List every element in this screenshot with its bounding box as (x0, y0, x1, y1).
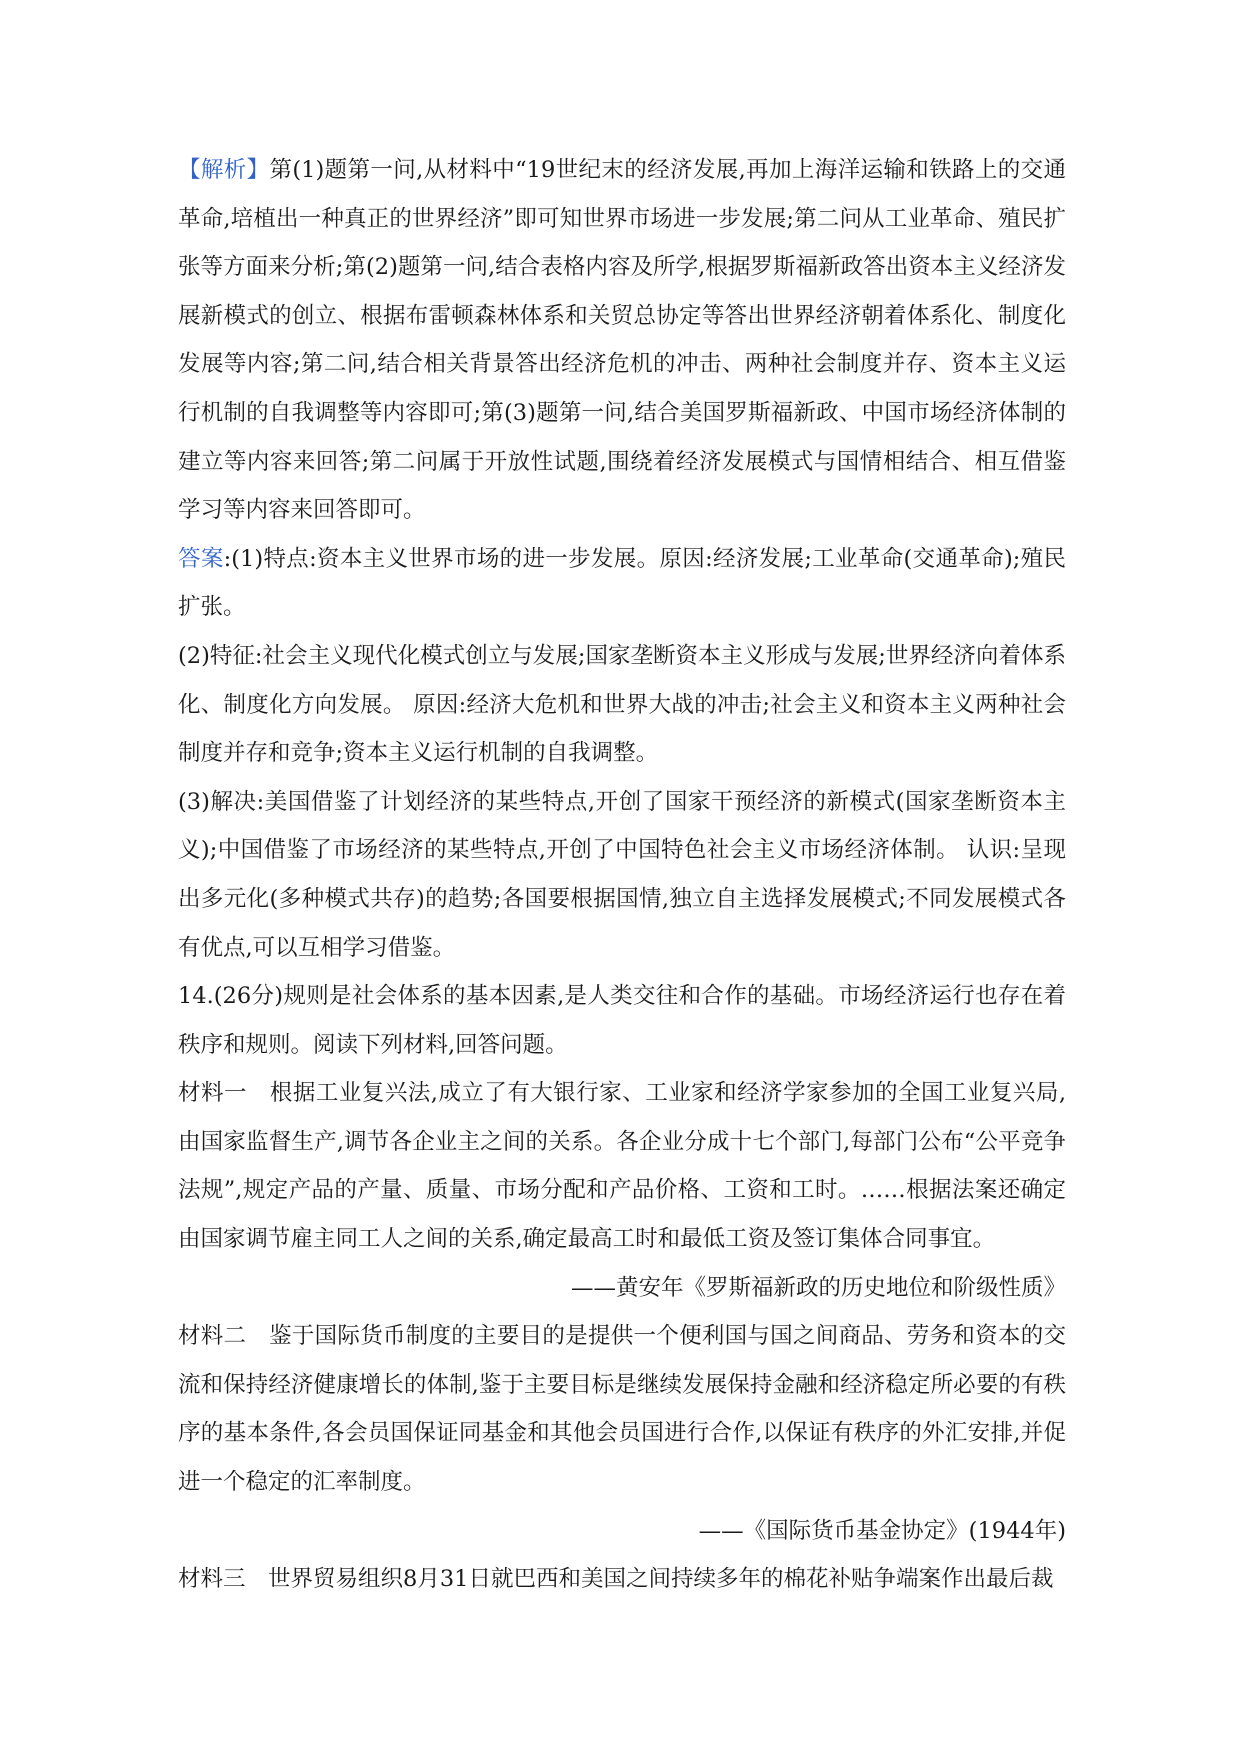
material-2: 材料二 鉴于国际货币制度的主要目的是提供一个便利国与国之间商品、劳务和资本的交流和保持经济健康增长的体制,鉴于主要目标是继续发展保持金融和经济稳定所必要的有秩序的基本条件,各会员国保证同基金和其他会员国进行合作,以保证有秩序的外汇安排,并促进一个稳定的汇率制度。 (178, 1323, 1066, 1496)
material-1-source: ——黄安年《罗斯福新政的历史地位和阶级性质》 (570, 1274, 1066, 1301)
answer-paragraph-1 (178, 535, 1066, 632)
answer-paragraph-3: (3)解决:美国借鉴了计划经济的某些特点,开创了国家干预经济的新模式(国家垄断资本主义);中国借鉴了市场经济的某些特点,开创了中国特色社会主义市场经济体制。 认识:呈现出多元化(多种模式共存)的趋势;各国要根据国情,独立自主选择发展模式;不同发展模式各有优点,可以互相学习借鉴。 (178, 788, 1066, 961)
analysis-label: 【解析】 (178, 157, 270, 183)
material-1: 材料一 根据工业复兴法,成立了有大银行家、工业家和经济学家参加的全国工业复兴局,由国家监督生产,调节各企业主之间的关系。各企业分成十七个部门,每部门公布“公平竞争法规”,规定产品的产量、质量、市场分配和产品价格、工资和工时。……根据法案还确定由国家调节雇主同工人之间的关系,确定最高工时和最低工资及签订集体合同事宜。 (178, 1080, 1066, 1253)
question-14-stem: 14.(26分)规则是社会体系的基本因素,是人类交往和合作的基础。市场经济运行也存在着秩序和规则。阅读下列材料,回答问题。 (178, 983, 1066, 1058)
analysis-paragraph (178, 146, 1066, 535)
document-page (178, 146, 1066, 1604)
analysis-text: 第(1)题第一问,从材料中“19世纪末的经济发展,再加上海洋运输和铁路上的交通革命,培植出一种真正的世界经济”即可知世界市场进一步发展;第二问从工业革命、殖民扩张等方面来分析;第(2)题第一问,结合表格内容及所学,根据罗斯福新政答出资本主义经济发展新模式的创立、根据布雷顿森林体系和关贸总协定等答出世界经济朝着体系化、制度化发展等内容;第二问,结合相关背景答出经济危机的冲击、两种社会制度并存、资本主义运行机制的自我调整等内容即可;第(3)题第一问,结合美国罗斯福新政、中国市场经济体制的建立等内容来回答;第二问属于开放性试题,围绕着经济发展模式与国情相结合、相互借鉴学习等内容来回答即可。 (178, 157, 1066, 524)
material-3: 材料三 世界贸易组织8月31日就巴西和美国之间持续多年的棉花补贴争端案作出最后裁 (178, 1566, 1054, 1593)
answer-label: 答案 (178, 545, 224, 572)
answer-paragraph-2: (2)特征:社会主义现代化模式创立与发展;国家垄断资本主义形成与发展;世界经济向着体系化、制度化方向发展。 原因:经济大危机和世界大战的冲击;社会主义和资本主义两种社会制度并存和竞争;资本主义运行机制的自我调整。 (178, 642, 1066, 767)
material-2-source: ——《国际货币基金协定》(1944年) (698, 1517, 1066, 1544)
answer-text-1: :(1)特点:资本主义世界市场的进一步发展。原因:经济发展;工业革命(交通革命);殖民扩张。 (178, 545, 1066, 621)
